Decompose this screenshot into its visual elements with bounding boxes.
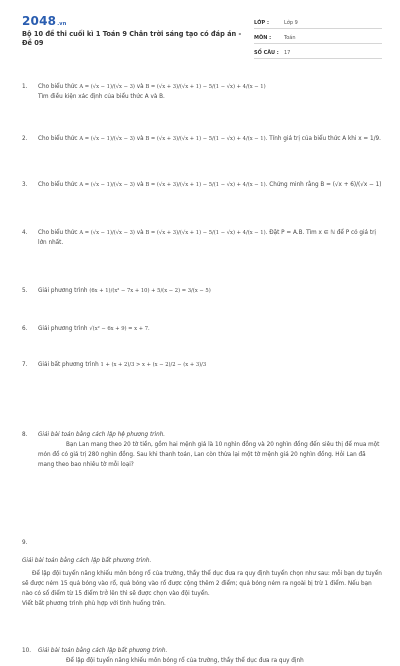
expression-b: B = (√x + 3)/(√x + 1) − 5/(1 − √x) + 4/(x − 1)	[145, 136, 266, 142]
expression-a: A = (√x − 1)/(√x − 3)	[79, 182, 135, 188]
expression-b: B = (√x + 3)/(√x + 1) − 5/(1 − √x) + 4/(x − 1)	[145, 84, 266, 90]
expression-a: A = (√x − 1)/(√x − 3)	[79, 136, 135, 142]
equation: √(x² − 6x + 9) = x + 7.	[89, 326, 150, 332]
expression-a: A = (√x − 1)/(√x − 3)	[79, 230, 135, 236]
expression-a: A = (√x − 1)/(√x − 3)	[79, 84, 135, 90]
meta-subject: MÔN : Toán	[254, 32, 382, 44]
meta-class: LỚP : Lớp 9	[254, 17, 382, 29]
site-logo[interactable]: 2048.vn	[22, 14, 67, 28]
page-title: Bộ 10 đề thi cuối kì 1 Toán 9 Chân trời sáng tạo có đáp án - Đề 09	[22, 30, 242, 47]
equation: (6x + 1)/(x² − 7x + 10) + 5/(x − 2) = 3/(x − 5)	[89, 288, 211, 294]
meta-count: SỐ CÂU : 17	[254, 47, 382, 59]
inequality: 1 + (x + 2)/3 > x + (x − 2)/2 − (x + 3)/3	[100, 362, 207, 368]
expression-b: B = (√x + 3)/(√x + 1) − 5/(1 − √x) + 4/(x − 1)	[145, 230, 266, 236]
header	[22, 14, 382, 60]
meta-box	[254, 17, 382, 62]
expression-b: B = (√x + 3)/(√x + 1) − 5/(1 − √x) + 4/(x − 1)	[145, 182, 266, 188]
page: 2048.vn Bộ 10 đề thi cuối kì 1 Toán 9 Chân trời sáng tạo có đáp án - Đề 09 LỚP : Lớp 9 MÔN : Toán SỐ CÂU : 17 1. Cho biểu thức A = (√x − 1)/(√x − 3) và B = (√x + 3)/(√x + 1) − 5/(1 − √x) + 4/(x − 1) Tìm điều kiện xác định của biểu thức A và B. 2. Cho biểu thức A = (√x − 1)/(√x − 3) và B = (√x + 3)/(√x + 1) − 5/(1 − √x) + 4/(x − 1). Tính giá trị của biểu thức A khi x = 1/9. 3. Cho biểu thức A = (√x − 1)/(√x − 3) và B = (√x + 3)/(√x + 1) − 5/(1 − √x) + 4/(x − 1). Chứng minh rằng B = (√x + 6)/(√x − 1) 4. Cho biểu thức A = (√x − 1)/(√x − 3) và B = (√x + 3)/(√x + 1) − 5/(1 − √x) + 4/(x − 1). Đặt P = A.B. Tìm x ∈ ℕ để P có giá trị lớn nhất. 5. Giải phương trình (6x + 1)/(x² − 7x + 10) + 5/(x − 2) = 3/(x − 5) 6. Giải phương trình √(x² − 6x + 9) = x + 7. 7. Giải bất phương trình 1 + (x + 2)/3 > x + (x − 2)/2 − (x + 3)/3 8. Giải bài toán bằng cách lập hệ phương trình. Bạn Lan mang theo 20 tờ tiền, gồm hai mệnh giá là 10 nghìn đồng và 20 nghìn đồng đến siêu thị để mua một món đồ có giá trị 280 nghìn đồng. Sau khi thanh toán, Lan còn thừa lại một tờ mệnh giá 20 nghìn đồng. Hỏi Lan đã mang theo bao nhiêu tờ mỗi loại? 9. Giải bài toán bằng cách lập bất phương trình. Để lập đội tuyển năng khiếu môn bóng rổ của trường, thầy thể dục đưa ra quy định tuyển chọn như sau: mỗi bạn dự tuyển sẽ được ném 15 quả bóng vào rổ, quả bóng vào rổ được cộng thêm 2 điểm; quả bóng ném ra ngoài bị trừ 1 điểm. Nếu bạn nào có số điểm từ 15 điểm trở lên thì sẽ được chọn vào đội tuyển. Viết bất phương trình phù hợp với tình huống trên. 10. Giải bài toán bằng cách lập bất phương trình. Để lập đội tuyển năng khiếu môn bóng rổ của trường, thầy thể dục đưa ra quy định	[22, 14, 382, 664]
